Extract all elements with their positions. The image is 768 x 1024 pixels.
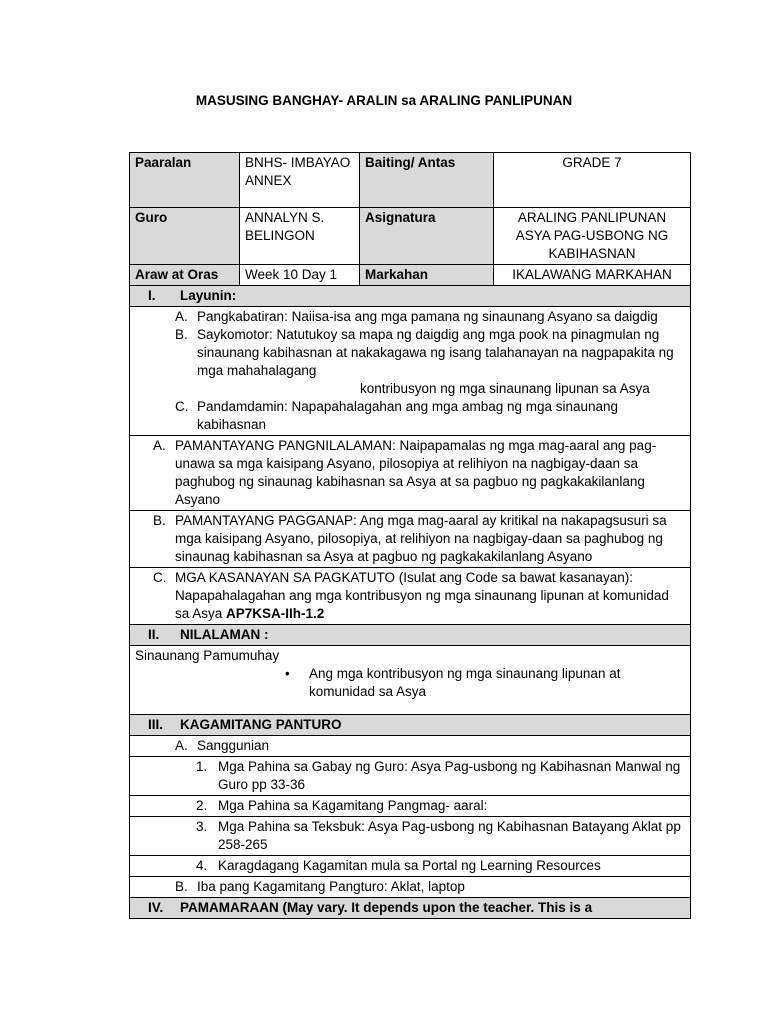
objective-a-text: Pangkabatiran: Naiisa-isa ang mga pamana ng sinaunang Asyano sa daigdig	[197, 309, 658, 324]
section-2-title: NILALAMAN :	[180, 627, 269, 642]
reference-2-text: Mga Pahina sa Kagamitang Pangmag- aaral:	[218, 798, 488, 813]
reference-row-4	[130, 856, 691, 877]
lesson-plan-table	[129, 152, 691, 919]
section-2-content	[130, 646, 691, 715]
iba-pang-kagamitan-cell	[130, 877, 691, 898]
reference-2-mark: 2.	[196, 798, 208, 813]
reference-cell-3	[130, 817, 691, 856]
pamantayan-a-cell	[130, 436, 691, 511]
section-1-number: I.	[148, 288, 156, 303]
section-4-number: IV.	[148, 900, 164, 915]
baitang-label: Baiting/ Antas	[360, 153, 494, 208]
pamantayan-b-mark: B.	[153, 513, 166, 528]
nilalaman-bullet-item	[135, 665, 685, 701]
objective-b	[175, 326, 685, 380]
reference-4-mark: 4.	[196, 858, 208, 873]
section-2-heading	[130, 625, 691, 646]
kasanayan-mark: C.	[153, 570, 167, 585]
kasanayan-code: AP7KSA-IIh-1.2	[226, 606, 325, 621]
nilalaman-cell	[130, 646, 691, 715]
reference-cell-2	[130, 796, 691, 817]
paaralan-label: Paaralan	[130, 153, 240, 208]
objective-c	[175, 398, 685, 434]
nilalaman-title: Sinaunang Pamumuhay	[135, 648, 280, 663]
section-1-heading	[130, 286, 691, 307]
objective-b-continuation: kontribusyon ng mga sinaunang lipunan sa Asya	[360, 381, 650, 396]
section-1-title: Layunin:	[180, 288, 237, 303]
reference-3-text: Mga Pahina sa Teksbuk: Asya Pag-usbong ng Kabihasnan Batayang Aklat pp 258-265	[218, 819, 681, 852]
objective-b-mark: B.	[175, 327, 188, 342]
reference-3-mark: 3.	[196, 819, 208, 834]
markahan-value: IKALAWANG MARKAHAN	[494, 265, 691, 286]
pamantayan-a-text: PAMANTAYANG PANGNILALAMAN: Naipapamalas ng mga mag-aaral ang pag-unawa sa mga kaisipang Asyano, pilosopiya at relihiyon na nagbigay-daan sa paghubog ng sinaunag kabihasnan sa Asya at sa pagbuo ng pagkakakilanlang Asyano	[175, 438, 657, 507]
section-4-header	[130, 898, 691, 919]
row-paaralan	[130, 153, 691, 208]
iba-pang-kagamitan-row	[130, 877, 691, 898]
reference-4-text: Karagdagang Kagamitan mula sa Portal ng Learning Resources	[218, 858, 601, 873]
reference-cell-1	[130, 757, 691, 796]
objective-c-mark: C.	[175, 399, 189, 414]
araw-label: Araw at Oras	[130, 265, 240, 286]
section-3-header	[130, 715, 691, 736]
section-1-header	[130, 286, 691, 307]
objective-a-mark: A.	[175, 309, 188, 324]
row-araw	[130, 265, 691, 286]
section-3-heading	[130, 715, 691, 736]
section-3-title: KAGAMITANG PANTURO	[180, 717, 342, 732]
objectives-cell	[130, 307, 691, 436]
reference-cell-4	[130, 856, 691, 877]
document-title: MASUSING BANGHAY- ARALIN sa ARALING PANLIPUNAN	[195, 93, 573, 108]
bullet-icon: •	[285, 666, 290, 681]
iba-pang-kagamitan-text: Iba pang Kagamitang Pangturo: Aklat, laptop	[197, 879, 465, 894]
objective-c-text: Pandamdamin: Napapahalagahan ang mga ambag ng mga sinaunang kabihasnan	[197, 399, 619, 432]
section-4-heading	[130, 898, 691, 919]
nilalaman-bullet-text: Ang mga kontribusyon ng mga sinaunang lipunan at komunidad sa Asya	[309, 666, 621, 699]
kasanayan-text: MGA KASANAYAN SA PAGKATUTO (Isulat ang Code sa bawat kasanayan): Napapahalagahan ang mga kontribusyon ng mga sinaunang lipunan at komunidad sa Asya	[175, 570, 669, 621]
section-2-header	[130, 625, 691, 646]
pamantayan-b-cell	[130, 511, 691, 568]
section-1-objectives	[130, 307, 691, 436]
reference-row-3	[130, 817, 691, 856]
kasanayan-cell	[130, 568, 691, 625]
reference-row-1	[130, 757, 691, 796]
objective-b-text: Saykomotor: Natutukoy sa mapa ng daigdig ang mga pook na pinagmulan ng sinaunang kabihasnan at nakakagawa ng isang talahanayan na nagpapakita ng mga mahahalagang	[197, 327, 674, 378]
reference-row-2	[130, 796, 691, 817]
pamantayan-b-row	[130, 511, 691, 568]
araw-value: Week 10 Day 1	[240, 265, 360, 286]
reference-1-text: Mga Pahina sa Gabay ng Guro: Asya Pag-usbong ng Kabihasnan Manwal ng Guro pp 33-36	[218, 759, 681, 792]
sanggunian-row	[130, 736, 691, 757]
pamantayan-a-row	[130, 436, 691, 511]
guro-value: ANNALYN S. BELINGON	[240, 208, 360, 265]
baitang-value: GRADE 7	[494, 153, 691, 208]
paaralan-value: BNHS- IMBAYAO ANNEX	[240, 153, 360, 208]
row-guro	[130, 208, 691, 265]
asignatura-value: ARALING PANLIPUNAN ASYA PAG-USBONG NG KABIHASNAN	[494, 208, 691, 265]
section-2-number: II.	[148, 627, 160, 642]
kasanayan-row	[130, 568, 691, 625]
sanggunian-cell	[130, 736, 691, 757]
guro-label: Guro	[130, 208, 240, 265]
reference-1-mark: 1.	[196, 759, 208, 774]
sanggunian-text: Sanggunian	[197, 738, 270, 753]
sanggunian-mark: A.	[175, 738, 188, 753]
markahan-label: Markahan	[360, 265, 494, 286]
section-4-title: PAMAMARAAN (May vary. It depends upon the teacher. This is a	[180, 900, 593, 915]
pamantayan-b-text: PAMANTAYANG PAGGANAP: Ang mga mag-aaral ay kritikal na nakapagsusuri sa mga kaisipang Asyano, pilosopiya, at relihiyon na nagbigay-daan sa paghubog ng sinaunag kabihasnan sa Asya at pagbuo ng pagkakakilanlang Asyano	[175, 513, 667, 564]
section-3-number: III.	[148, 717, 164, 732]
iba-pang-kagamitan-mark: B.	[175, 879, 188, 894]
pamantayan-a-mark: A.	[153, 438, 166, 453]
asignatura-label: Asignatura	[360, 208, 494, 265]
objective-a	[175, 308, 685, 326]
